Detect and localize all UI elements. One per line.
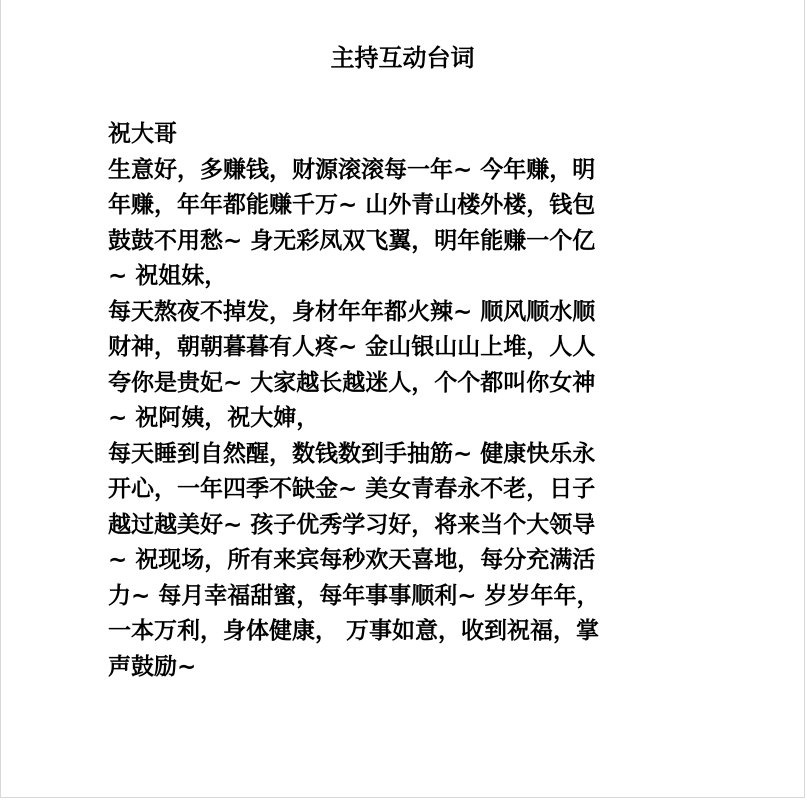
text-line: ~ 祝阿姨，祝大婶， (108, 405, 320, 431)
text-line: 越过越美好~ 孩子优秀学习好，将来当个大领导 (108, 511, 596, 538)
text-line: 一本万利，身体健康， 万事如意，收到祝福，掌 (108, 618, 600, 644)
text-line: 夸你是贵妃~ 大家越长越迷人，个个都叫你女神 (108, 369, 596, 396)
text-line: 生意好，多赚钱，财源滚滚每一年~ 今年赚，明 (108, 156, 596, 183)
text-line: 力~ 每月幸福甜蜜，每年事事顺利~ 岁岁年年， (108, 582, 600, 609)
document-body (108, 117, 718, 685)
text-line: 声鼓励~ (108, 653, 197, 680)
text-line: 每天熬夜不掉发，身材年年都火辣~ 顺风顺水顺 (108, 298, 596, 325)
text-line: 开心，一年四季不缺金~ 美女青春永不老，日子 (108, 476, 596, 502)
text-line: ~ 祝姐妹， (108, 263, 228, 289)
text-line: ~ 祝现场，所有来宾每秒欢天喜地，每分充满活 (108, 547, 596, 573)
text-line: 每天睡到自然醒，数钱数到手抽筋~ 健康快乐永 (108, 440, 596, 467)
text-line: 年赚，年年都能赚千万~ 山外青山楼外楼，钱包 (108, 192, 596, 218)
text-line: 财神，朝朝暮暮有人疼~ 金山银山山上堆，人人 (108, 334, 596, 360)
document-title: 主持互动台词 (330, 44, 475, 72)
text-line: 鼓鼓不用愁~ 身无彩凤双飞翼，明年能赚一个亿 (108, 227, 596, 254)
text-line: 祝大哥 (108, 121, 177, 147)
